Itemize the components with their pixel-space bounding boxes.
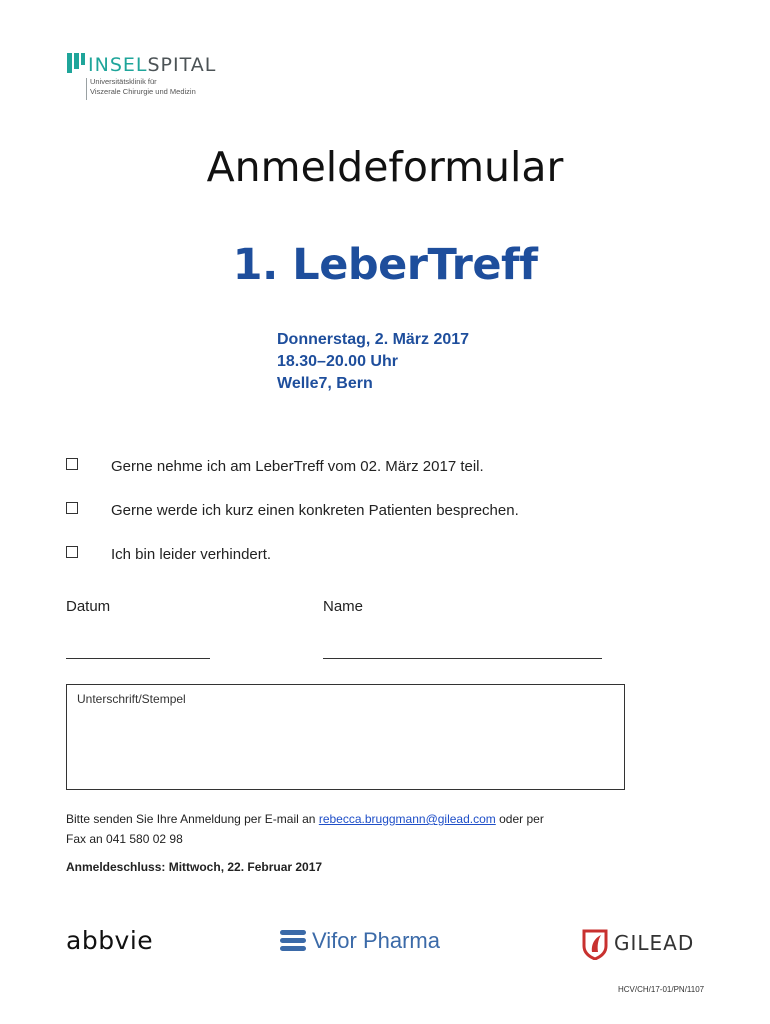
submission-instructions: Bitte senden Sie Ihre Anmeldung per E-mail an rebecca.bruggmann@gilead.com oder per Fax an 041 580 02 98 [66, 809, 544, 849]
option-present-patient[interactable] [66, 502, 519, 519]
option-decline[interactable] [66, 546, 272, 563]
checkbox-present-patient[interactable] [66, 502, 78, 514]
signature-stamp-box[interactable] [66, 684, 625, 790]
email-link[interactable]: rebecca.bruggmann@gilead.com [318, 812, 496, 826]
event-place: Welle7, Bern [277, 375, 373, 392]
inselspital-logo [66, 50, 236, 102]
date-field[interactable] [66, 658, 210, 659]
option-attend[interactable] [66, 458, 484, 475]
vifor-mark-icon [280, 930, 306, 954]
option-decline-label: Ich bin leider verhindert. [111, 546, 272, 563]
inselspital-emblem-icon [66, 52, 86, 74]
checkbox-decline[interactable] [66, 546, 78, 558]
name-field[interactable] [323, 658, 602, 659]
logo-subtitle: Universitätsklinik für Viszerale Chirurgie und Medizin [90, 77, 196, 96]
fax-line: Fax an 041 580 02 98 [66, 832, 183, 846]
event-name: 1. LeberTreff [232, 240, 538, 290]
gilead-shield-icon [582, 928, 608, 960]
document-code: HCV/CH/17-01/PN/1107 [618, 985, 705, 994]
registration-deadline: Anmeldeschluss: Mittwoch, 22. Februar 2017 [66, 860, 323, 874]
logo-wordmark: INSELSPITAL [88, 54, 217, 76]
signature-label: Unterschrift/Stempel [77, 692, 186, 706]
logo-divider [86, 78, 87, 100]
checkbox-attend[interactable] [66, 458, 78, 470]
date-label: Datum [66, 598, 111, 615]
event-details [277, 329, 469, 395]
event-time: 18.30–20.00 Uhr [277, 353, 398, 370]
option-present-patient-label: Gerne werde ich kurz einen konkreten Patienten besprechen. [111, 502, 519, 519]
page-title: Anmeldeformular [206, 143, 564, 191]
option-attend-label: Gerne nehme ich am LeberTreff vom 02. März 2017 teil. [111, 458, 484, 475]
event-date: Donnerstag, 2. März 2017 [277, 331, 470, 348]
abbvie-logo: abbvie [66, 926, 154, 955]
name-label: Name [323, 598, 364, 615]
